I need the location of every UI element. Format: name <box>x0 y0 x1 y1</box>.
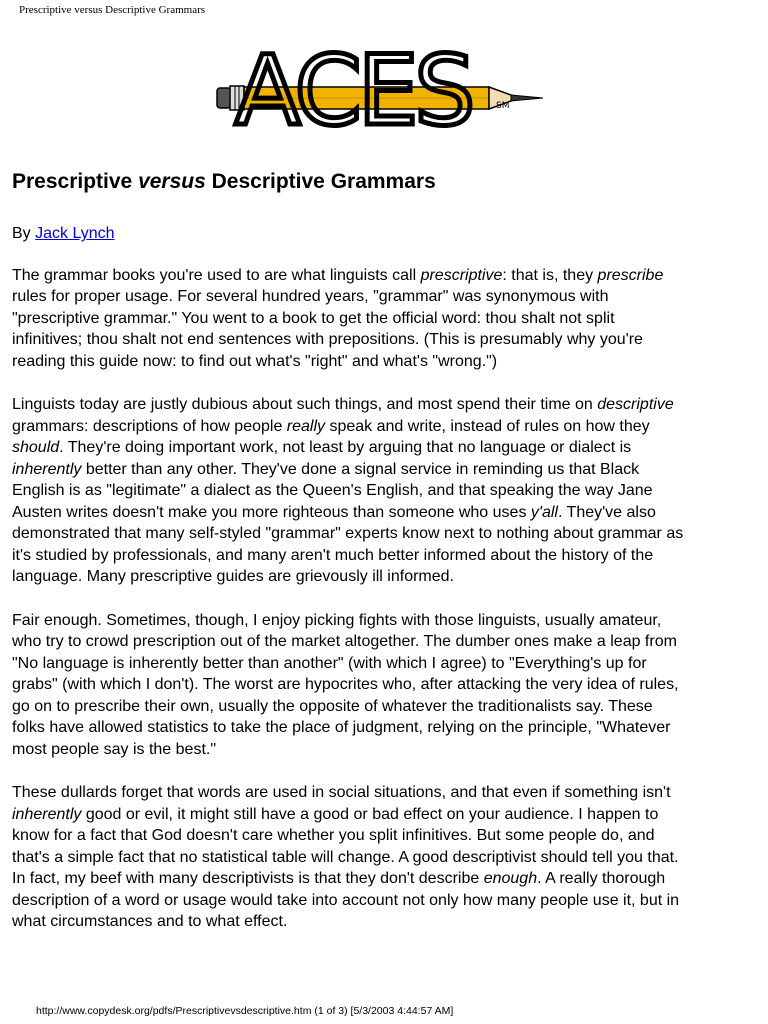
svg-text:SM: SM <box>496 101 510 111</box>
running-header-title: Prescriptive versus Descriptive Grammars <box>19 4 206 16</box>
svg-text:ACES: ACES <box>234 36 472 136</box>
author-link[interactable]: Jack Lynch <box>35 225 115 243</box>
paragraph-3: Fair enough. Sometimes, though, I enjoy picking fights with those linguists, usually amateur, who try to crowd prescription out of the market altogether. The dumber ones make a leap from "No language is inherently better than another" (with which I agree) to "Everything's up for grabs" (with which I don't). The worst are hypocrites who, after attacking the very idea of rules, go on to prescribe their own, usually the opposite of whatever the traditionalists say. These folks have allowed statistics to take the place of judgment, relying on the principle, "Whatever most people say is the best." <box>12 611 679 758</box>
aces-logo <box>213 36 549 136</box>
paragraph-2: Linguists today are justly dubious about such things, and most spend their time on descriptive grammars: descriptions of how people really speak and write, instead of rules on how they should. They're doing important work, not least by arguing that no language or dialect is inherently better than any other. They've done a signal service in reminding us that Black English is as "legitimate" a dialect as the Queen's English, and that speaking the way Jane Austen writes doesn't make you more righteous than someone who uses y'all. They've also demonstrated that many self-styled "grammar" experts know next to nothing about grammar as it's studied by professionals, and many aren't much better informed about the history of the language. Many prescriptive guides are grievously ill informed. <box>12 396 684 586</box>
paragraph-1: The grammar books you're used to are what linguists call prescriptive: that is, they prescribe rules for proper usage. For several hundred years, "grammar" was synonymous with "prescriptive grammar." You went to a book to get the official word: thou shalt not split infinitives; thou shalt not end sentences with prepositions. (This is presumably why you're reading this guide now: to find out what's "right" and what's "wrong.") <box>12 266 664 370</box>
article <box>12 168 752 933</box>
footer-url: http://www.copydesk.org/pdfs/Prescriptivevsdescriptive.htm (1 of 3) [5/3/2003 4:44:57 AM] <box>36 1005 454 1017</box>
byline: By Jack Lynch <box>12 225 115 243</box>
paragraph-4: These dullards forget that words are used in social situations, and that even if something isn't inherently good or evil, it might still have a good or bad effect on your audience. I happen to know for a fact that God doesn't care whether you split infinitives. But some people do, and that's a simple fact that no statistical table will change. A good descriptivist should tell you that. In fact, my beef with many descriptivists is that they don't describe enough. A really thorough description of a word or usage would take into account not only how many people use it, but in what circumstances and to what effect. <box>12 784 680 931</box>
page-title: Prescriptive versus Descriptive Grammars <box>12 170 436 193</box>
